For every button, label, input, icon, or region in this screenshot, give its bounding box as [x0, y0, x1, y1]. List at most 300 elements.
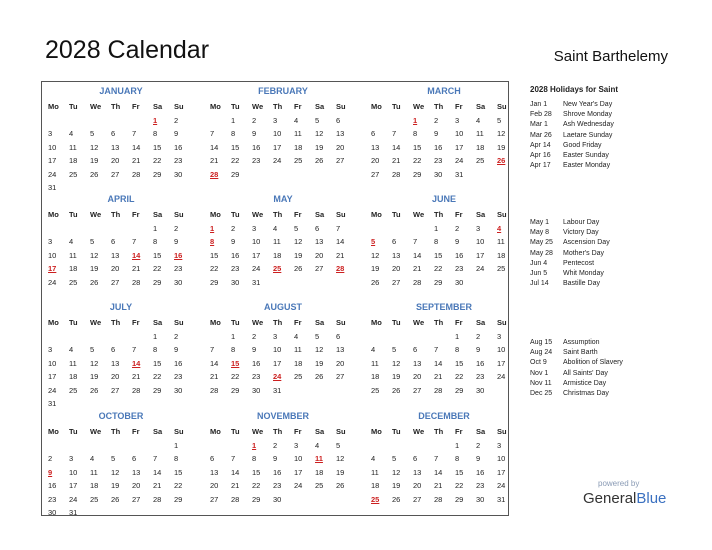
- empty-cell: [411, 439, 432, 453]
- weekday-label: Su: [497, 318, 507, 327]
- day-cell: 5: [315, 331, 320, 341]
- empty-cell: [67, 222, 88, 236]
- holiday-list: [530, 338, 680, 399]
- day-cell: 28: [210, 385, 219, 395]
- month-name: JANUARY: [99, 86, 143, 96]
- day-cell: 26: [497, 156, 506, 165]
- day-cell: 25: [294, 156, 303, 165]
- day-cell: 21: [210, 372, 219, 381]
- day-cell: 2: [476, 331, 481, 341]
- day-cell: 24: [497, 481, 506, 490]
- day-cell: 21: [336, 250, 345, 260]
- month-august: [208, 300, 358, 397]
- day-cell: 13: [413, 358, 422, 368]
- holiday-row: [530, 100, 680, 110]
- day-cell: 16: [273, 467, 282, 477]
- day-cell: 29: [455, 494, 464, 504]
- day-cell: 5: [111, 454, 116, 463]
- month-december: [369, 409, 519, 506]
- holiday-date: May 8: [530, 229, 550, 237]
- weekday-label: Th: [273, 210, 283, 219]
- day-cell: 20: [315, 250, 324, 260]
- day-cell: 29: [153, 169, 162, 179]
- weekday-label: Su: [174, 210, 184, 219]
- day-cell: 5: [371, 237, 376, 246]
- day-cell: 16: [174, 358, 183, 368]
- day-cell: 14: [153, 467, 162, 477]
- day-cell: 29: [231, 169, 240, 179]
- weekday-label: We: [90, 102, 102, 111]
- holiday-name: Bastille Day: [563, 280, 600, 288]
- day-cell: 19: [371, 264, 380, 273]
- weekday-label: Sa: [476, 102, 486, 111]
- holiday-row: [530, 249, 680, 259]
- weekday-label: Tu: [69, 102, 78, 111]
- day-cell: 3: [273, 331, 278, 341]
- holiday-row: [530, 161, 680, 171]
- day-cell: 31: [48, 399, 57, 408]
- day-cell: 12: [90, 358, 99, 368]
- weekday-label: We: [252, 210, 264, 219]
- day-cell: 18: [69, 156, 78, 165]
- day-cell: 21: [413, 264, 422, 273]
- holiday-row: [530, 269, 680, 279]
- day-cell: 22: [153, 372, 162, 381]
- day-cell: 8: [413, 129, 418, 138]
- day-cell: 10: [455, 129, 464, 138]
- day-cell: 7: [434, 454, 439, 463]
- day-cell: 26: [90, 277, 99, 287]
- day-cell: 7: [392, 129, 397, 138]
- day-cell: 17: [294, 467, 303, 477]
- day-cell: 1: [455, 440, 460, 450]
- day-cell: 4: [69, 345, 74, 354]
- day-cell: 24: [273, 372, 282, 381]
- empty-cell: [369, 330, 390, 344]
- day-cell: 27: [315, 264, 324, 273]
- empty-cell: [46, 439, 67, 453]
- weekday-label: We: [413, 318, 425, 327]
- day-cell: 24: [273, 156, 282, 165]
- day-cell: 22: [231, 156, 240, 165]
- empty-cell: [88, 439, 109, 453]
- weekday-label: We: [90, 318, 102, 327]
- weekday-label: Sa: [476, 210, 486, 219]
- day-cell: 28: [132, 169, 141, 179]
- day-cell: 17: [497, 467, 506, 477]
- day-cell: 22: [413, 156, 422, 165]
- day-cell: 12: [294, 237, 303, 246]
- weekday-label: Th: [434, 427, 444, 436]
- day-cell: 30: [174, 169, 183, 179]
- day-cell: 1: [153, 223, 158, 233]
- day-cell: 4: [90, 454, 95, 463]
- day-cell: 27: [392, 277, 401, 287]
- day-cell: 24: [294, 481, 303, 490]
- empty-cell: [46, 114, 67, 128]
- day-cell: 25: [69, 277, 78, 287]
- holiday-row: [530, 358, 680, 368]
- day-cell: 4: [69, 237, 74, 246]
- day-cell: 15: [231, 358, 240, 368]
- day-cell: 2: [252, 115, 257, 125]
- day-cell: 1: [174, 440, 179, 450]
- day-cell: 4: [497, 223, 502, 233]
- weekday-label: Sa: [476, 427, 486, 436]
- day-cell: 7: [210, 129, 215, 138]
- weekday-label: Mo: [210, 318, 221, 327]
- day-cell: 11: [273, 237, 281, 246]
- powered-by-text: powered by: [598, 479, 640, 488]
- day-cell: 18: [371, 372, 380, 381]
- day-cell: 20: [111, 264, 120, 273]
- day-cell: 25: [90, 494, 99, 504]
- day-cell: 19: [294, 250, 303, 260]
- day-cell: 28: [132, 385, 141, 395]
- day-cell: 15: [231, 142, 240, 152]
- day-cell: 16: [174, 142, 183, 152]
- holiday-row: [530, 131, 680, 141]
- day-cell: 9: [48, 467, 53, 477]
- month-name: APRIL: [107, 194, 135, 204]
- month-january: [46, 84, 196, 195]
- day-cell: 28: [336, 264, 345, 273]
- day-cell: 10: [69, 467, 78, 477]
- day-cell: 30: [434, 169, 443, 179]
- day-cell: 28: [434, 494, 443, 504]
- day-cell: 23: [231, 264, 240, 273]
- empty-cell: [88, 330, 109, 344]
- day-cell: 17: [455, 142, 464, 152]
- day-cell: 5: [497, 115, 502, 125]
- day-cell: 5: [90, 345, 95, 354]
- holiday-list: [530, 100, 680, 171]
- weekday-label: Tu: [69, 210, 78, 219]
- day-cell: 1: [153, 115, 158, 125]
- day-cell: 8: [231, 345, 236, 354]
- day-cell: 22: [252, 481, 261, 490]
- empty-cell: [208, 114, 229, 128]
- day-cell: 21: [132, 156, 141, 165]
- day-cell: 7: [210, 345, 215, 354]
- weekday-label: Sa: [153, 318, 163, 327]
- day-cell: 23: [252, 156, 261, 165]
- month-name: MARCH: [427, 86, 461, 96]
- day-cell: 19: [90, 372, 99, 381]
- day-cell: 19: [90, 156, 99, 165]
- day-cell: 29: [153, 277, 162, 287]
- day-cell: 19: [392, 481, 401, 490]
- day-cell: 21: [231, 481, 240, 490]
- day-cell: 18: [69, 372, 78, 381]
- day-cell: 17: [273, 142, 282, 152]
- day-cell: 27: [111, 385, 120, 395]
- day-cell: 10: [48, 358, 57, 368]
- day-cell: 9: [252, 345, 257, 354]
- day-cell: 31: [69, 508, 78, 517]
- weekday-label: Sa: [153, 102, 163, 111]
- day-cell: 13: [111, 358, 120, 368]
- empty-cell: [229, 439, 250, 453]
- day-cell: 2: [174, 331, 179, 341]
- weekday-label: Fr: [455, 102, 463, 111]
- day-cell: 15: [455, 358, 464, 368]
- weekday-label: Fr: [132, 318, 140, 327]
- day-cell: 23: [174, 264, 183, 273]
- weekday-label: Fr: [455, 427, 463, 436]
- weekday-label: Tu: [231, 427, 240, 436]
- day-cell: 24: [69, 494, 78, 504]
- day-cell: 7: [231, 454, 236, 463]
- holiday-date: Apr 16: [530, 151, 551, 159]
- day-cell: 2: [174, 115, 179, 125]
- month-name: FEBRUARY: [258, 86, 308, 96]
- day-cell: 23: [174, 372, 183, 381]
- empty-cell: [46, 330, 67, 344]
- empty-cell: [369, 439, 390, 453]
- day-cell: 25: [497, 264, 506, 273]
- day-cell: 17: [273, 358, 282, 368]
- day-cell: 26: [315, 372, 324, 381]
- month-june: [369, 192, 519, 289]
- day-cell: 5: [315, 115, 320, 125]
- day-cell: 28: [392, 169, 401, 179]
- day-cell: 12: [315, 345, 324, 354]
- day-cell: 26: [371, 277, 380, 287]
- month-name: AUGUST: [264, 302, 302, 312]
- day-cell: 8: [231, 129, 236, 138]
- day-cell: 2: [273, 440, 278, 450]
- day-cell: 4: [315, 440, 320, 450]
- day-cell: 5: [90, 237, 95, 246]
- day-cell: 25: [371, 385, 380, 395]
- day-cell: 23: [48, 494, 57, 504]
- day-cell: 9: [455, 237, 460, 246]
- day-cell: 7: [413, 237, 418, 246]
- empty-cell: [88, 114, 109, 128]
- day-cell: 20: [336, 142, 345, 152]
- day-cell: 10: [497, 454, 506, 463]
- day-cell: 31: [48, 183, 57, 192]
- day-cell: 4: [69, 129, 74, 138]
- day-cell: 9: [174, 237, 179, 246]
- weekday-label: Su: [497, 427, 507, 436]
- holiday-row: [530, 379, 680, 389]
- empty-cell: [130, 330, 151, 344]
- day-cell: 11: [69, 142, 77, 152]
- month-july: [46, 300, 196, 411]
- day-cell: 25: [69, 385, 78, 395]
- day-cell: 3: [48, 129, 53, 138]
- weekday-label: Mo: [48, 427, 59, 436]
- day-cell: 23: [174, 156, 183, 165]
- day-cell: 16: [252, 142, 261, 152]
- empty-cell: [432, 439, 453, 453]
- day-cell: 18: [273, 250, 282, 260]
- holiday-row: [530, 238, 680, 248]
- day-cell: 11: [315, 454, 323, 463]
- day-cell: 6: [413, 454, 418, 463]
- day-cell: 5: [392, 345, 397, 354]
- weekday-label: Fr: [294, 210, 302, 219]
- day-cell: 25: [273, 264, 282, 273]
- weekday-label: Th: [111, 210, 121, 219]
- day-cell: 7: [132, 129, 137, 138]
- empty-cell: [208, 439, 229, 453]
- day-cell: 9: [231, 237, 236, 246]
- day-cell: 21: [434, 481, 443, 490]
- holiday-date: Jul 14: [530, 280, 549, 288]
- weekday-label: Sa: [153, 427, 163, 436]
- holiday-name: Laetare Sunday: [563, 131, 613, 139]
- empty-cell: [67, 114, 88, 128]
- day-cell: 20: [371, 156, 380, 165]
- day-cell: 10: [48, 142, 57, 152]
- weekday-label: We: [413, 102, 425, 111]
- day-cell: 3: [476, 223, 481, 233]
- weekday-label: We: [252, 102, 264, 111]
- day-cell: 6: [336, 115, 341, 125]
- weekday-label: Su: [336, 102, 346, 111]
- day-cell: 26: [392, 494, 401, 504]
- day-cell: 31: [273, 385, 282, 395]
- day-cell: 16: [174, 250, 183, 260]
- day-cell: 18: [497, 250, 506, 260]
- day-cell: 1: [455, 331, 460, 341]
- day-cell: 27: [210, 494, 219, 504]
- month-september: [369, 300, 519, 397]
- empty-cell: [411, 330, 432, 344]
- day-cell: 30: [476, 494, 485, 504]
- holiday-row: [530, 218, 680, 228]
- day-cell: 30: [273, 494, 282, 504]
- day-cell: 14: [413, 250, 422, 260]
- day-cell: 18: [294, 142, 303, 152]
- day-cell: 14: [132, 250, 141, 260]
- holiday-date: Jun 5: [530, 269, 548, 277]
- day-cell: 15: [434, 250, 443, 260]
- day-cell: 30: [455, 277, 464, 287]
- day-cell: 15: [455, 467, 464, 477]
- day-cell: 30: [174, 277, 183, 287]
- day-cell: 13: [111, 142, 120, 152]
- weekday-label: Tu: [392, 102, 401, 111]
- day-cell: 18: [90, 481, 99, 490]
- holiday-name: All Saints' Day: [563, 369, 608, 377]
- day-cell: 24: [497, 372, 506, 381]
- empty-cell: [411, 222, 432, 236]
- weekday-label: Mo: [210, 210, 221, 219]
- day-cell: 12: [90, 142, 99, 152]
- day-cell: 25: [294, 372, 303, 381]
- day-cell: 25: [315, 481, 324, 490]
- day-cell: 1: [231, 115, 236, 125]
- weekday-label: Th: [273, 427, 283, 436]
- day-cell: 9: [434, 129, 439, 138]
- day-cell: 15: [413, 142, 422, 152]
- weekday-label: Mo: [210, 427, 221, 436]
- day-cell: 11: [294, 345, 302, 354]
- day-cell: 8: [153, 345, 158, 354]
- day-cell: 8: [153, 237, 158, 246]
- day-cell: 26: [294, 264, 303, 273]
- empty-cell: [390, 222, 411, 236]
- weekday-label: Su: [174, 318, 184, 327]
- day-cell: 17: [497, 358, 506, 368]
- day-cell: 22: [174, 481, 183, 490]
- holiday-date: Mar 1: [530, 121, 548, 129]
- weekday-label: Th: [111, 318, 121, 327]
- day-cell: 29: [231, 385, 240, 395]
- day-cell: 22: [210, 264, 219, 273]
- holiday-row: [530, 110, 680, 120]
- day-cell: 6: [413, 345, 418, 354]
- day-cell: 4: [476, 115, 481, 125]
- weekday-label: Th: [111, 427, 121, 436]
- weekday-label: Sa: [315, 427, 325, 436]
- weekday-label: Sa: [476, 318, 486, 327]
- weekday-label: Mo: [210, 102, 221, 111]
- weekday-label: Tu: [231, 210, 240, 219]
- day-cell: 4: [294, 331, 299, 341]
- day-cell: 13: [210, 467, 219, 477]
- holiday-name: Saint Barth: [563, 349, 598, 357]
- day-cell: 3: [497, 331, 502, 341]
- day-cell: 17: [48, 372, 57, 381]
- day-cell: 26: [90, 385, 99, 395]
- day-cell: 8: [174, 454, 179, 463]
- empty-cell: [109, 439, 130, 453]
- day-cell: 15: [210, 250, 219, 260]
- holiday-name: Good Friday: [563, 141, 602, 149]
- weekday-label: We: [413, 427, 425, 436]
- day-cell: 12: [336, 454, 345, 463]
- day-cell: 6: [392, 237, 397, 246]
- holiday-name: Mother's Day: [563, 249, 605, 257]
- day-cell: 29: [174, 494, 183, 504]
- weekday-label: Th: [273, 318, 283, 327]
- holiday-name: Abolition of Slavery: [563, 359, 623, 367]
- day-cell: 9: [174, 345, 179, 354]
- day-cell: 6: [111, 345, 116, 354]
- holiday-list: [530, 218, 680, 289]
- day-cell: 6: [132, 454, 137, 463]
- holiday-name: Easter Monday: [563, 162, 611, 170]
- weekday-label: Fr: [294, 102, 302, 111]
- day-cell: 28: [210, 169, 219, 179]
- weekday-label: Fr: [455, 318, 463, 327]
- calendar-grid: [41, 81, 509, 516]
- day-cell: 25: [371, 494, 380, 504]
- day-cell: 13: [111, 250, 120, 260]
- day-cell: 16: [455, 250, 464, 260]
- holiday-row: [530, 141, 680, 151]
- day-cell: 1: [413, 115, 418, 125]
- day-cell: 15: [153, 358, 162, 368]
- day-cell: 7: [434, 345, 439, 354]
- holiday-row: [530, 279, 680, 289]
- day-cell: 19: [111, 481, 120, 490]
- day-cell: 16: [476, 467, 485, 477]
- day-cell: 13: [132, 467, 141, 477]
- day-cell: 6: [336, 331, 341, 341]
- holiday-date: Mar 26: [530, 131, 552, 139]
- day-cell: 28: [434, 385, 443, 395]
- weekday-label: Sa: [315, 318, 325, 327]
- day-cell: 22: [455, 372, 464, 381]
- day-cell: 16: [476, 358, 485, 368]
- holiday-date: Oct 9: [530, 359, 547, 367]
